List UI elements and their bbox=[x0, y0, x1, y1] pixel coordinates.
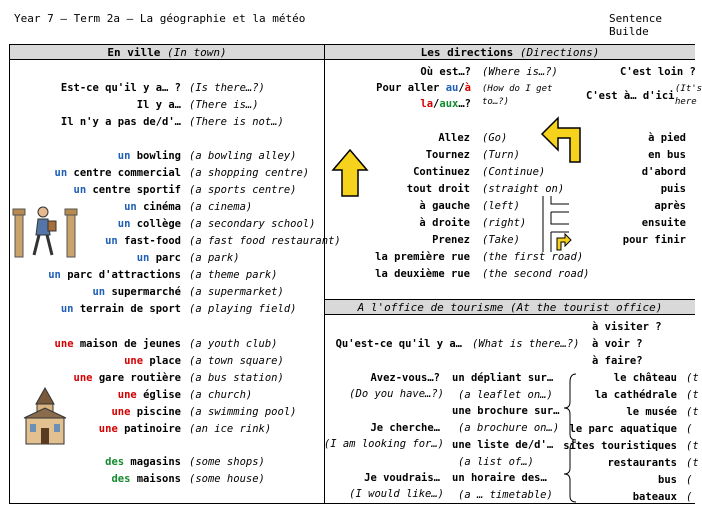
masc-en-2: (a sports centre) bbox=[189, 184, 297, 196]
sequence-word-3: puis bbox=[660, 183, 686, 195]
fem-word-0: maison de jeunes bbox=[79, 338, 181, 350]
tourisme-header bbox=[325, 300, 695, 315]
masc-article-8: un bbox=[92, 286, 106, 298]
fem-article-5: une bbox=[98, 423, 118, 435]
tourisme-title: A l'office de tourisme bbox=[357, 301, 504, 314]
tourisme-place-6: bus bbox=[658, 474, 677, 486]
plural-article-1: des bbox=[111, 473, 131, 485]
page-header-right: Sentence Builde bbox=[609, 12, 662, 38]
masc-fr-0 bbox=[118, 150, 181, 163]
masc-article-5: un bbox=[105, 235, 118, 247]
tourisme-place-3: le parc aquatique bbox=[569, 423, 677, 435]
masc-en-7: (a theme park) bbox=[189, 269, 278, 281]
masc-fr-7 bbox=[48, 269, 181, 282]
intro-word-1: Il y a… bbox=[136, 99, 181, 111]
masc-en-1: (a shopping centre) bbox=[189, 167, 310, 179]
tourisme-item-fr-1: une brochure sur… bbox=[452, 405, 560, 417]
direction-fr-1: Tournez bbox=[425, 149, 470, 161]
tourisme-place-trail-0: (t bbox=[686, 372, 699, 384]
masc-fr-4 bbox=[118, 218, 181, 231]
pour-aller-fr-2: la/aux…? bbox=[420, 98, 471, 110]
masc-en-3: (a cinema) bbox=[189, 201, 253, 213]
fem-fr-0 bbox=[55, 338, 181, 351]
avez-vous-fr: Avez-vous…? bbox=[370, 372, 440, 384]
masc-article-1: un bbox=[54, 167, 68, 179]
masc-fr-1 bbox=[55, 167, 181, 180]
fem-article-4: une bbox=[111, 406, 131, 418]
fem-word-3: église bbox=[143, 389, 181, 401]
direction-fr-5: à droite bbox=[419, 217, 470, 229]
tourisme-item-fr-3: un horaire des… bbox=[452, 472, 547, 484]
direction-en-7: (the first road) bbox=[482, 251, 584, 263]
its-here-1: (It's bbox=[675, 84, 702, 94]
pour-aller-en-1: (How do I get bbox=[482, 84, 553, 94]
tourisme-question-en: (What is there…?) bbox=[472, 338, 580, 350]
fem-en-5: (an ice rink) bbox=[189, 423, 272, 435]
fem-article-3: une bbox=[117, 389, 137, 401]
intro-en-1: (There is…) bbox=[189, 99, 259, 111]
fem-en-4: (a swimming pool) bbox=[189, 406, 297, 418]
masc-article-9: un bbox=[60, 303, 74, 315]
masc-en-5: (a fast food restaurant) bbox=[189, 235, 341, 247]
fem-en-2: (a bus station) bbox=[189, 372, 284, 384]
tourisme-place-trail-1: (t bbox=[686, 389, 699, 401]
fem-fr-4 bbox=[111, 406, 181, 419]
fem-en-0: (a youth club) bbox=[189, 338, 278, 350]
tourisme-option-0: à visiter ? bbox=[592, 321, 662, 333]
direction-en-5: (right) bbox=[482, 217, 527, 229]
arrow-turn-left-icon bbox=[540, 114, 584, 164]
masc-word-8: supermarché bbox=[111, 286, 181, 298]
church-icon bbox=[20, 386, 70, 448]
sequence-word-5: ensuite bbox=[641, 217, 686, 229]
fem-article-0: une bbox=[54, 338, 74, 350]
masc-fr-9 bbox=[61, 303, 181, 316]
sequence-word-1: en bus bbox=[648, 149, 686, 161]
masc-word-0: bowling bbox=[136, 150, 181, 162]
tourisme-braces bbox=[560, 368, 600, 508]
its-here-2: here bbox=[675, 97, 697, 107]
arrow-up-icon bbox=[331, 148, 369, 198]
plural-fr-0 bbox=[105, 456, 181, 469]
direction-fr-7: la première rue bbox=[375, 251, 470, 263]
direction-en-0: (Go) bbox=[482, 132, 508, 144]
tourisme-option-1: à voir ? bbox=[592, 338, 643, 350]
tourisme-place-trail-2: (t bbox=[686, 406, 699, 418]
tourisme-place-4: sites touristiques bbox=[563, 440, 677, 452]
masc-word-5: fast-food bbox=[124, 235, 181, 247]
tourisme-place-2: le musée bbox=[626, 406, 677, 418]
masc-article-7: un bbox=[48, 269, 61, 281]
masc-fr-5 bbox=[105, 235, 181, 248]
sequence-word-4: après bbox=[654, 200, 686, 212]
fem-fr-5 bbox=[99, 423, 181, 436]
je-voudrais-en: (I would like…) bbox=[349, 488, 444, 500]
tourisme-question-fr: Qu'est-ce qu'il y a… bbox=[335, 338, 462, 350]
plural-word-1: maisons bbox=[136, 473, 181, 485]
fem-word-4: piscine bbox=[136, 406, 181, 418]
plural-en-1: (some house) bbox=[189, 473, 265, 485]
masc-word-1: centre commercial bbox=[73, 167, 181, 179]
masc-article-6: un bbox=[136, 252, 150, 264]
masc-en-8: (a supermarket) bbox=[189, 286, 284, 298]
masc-word-4: collège bbox=[136, 218, 181, 230]
fem-article-1: une bbox=[124, 355, 144, 367]
en-ville-header bbox=[10, 45, 324, 60]
masc-fr-2 bbox=[74, 184, 182, 197]
tourisme-item-en-3: (a … timetable) bbox=[458, 489, 553, 501]
person-walking-through-gate-icon bbox=[12, 203, 78, 263]
avez-vous-en: (Do you have…?) bbox=[349, 388, 444, 400]
intro-fr-2 bbox=[61, 116, 181, 129]
fem-en-3: (a church) bbox=[189, 389, 253, 401]
directions-header bbox=[325, 45, 695, 60]
masc-word-6: parc bbox=[155, 252, 181, 264]
junction-map-icon bbox=[535, 194, 575, 254]
pour-aller-fr: Pour aller au/à bbox=[376, 82, 471, 94]
direction-en-4: (left) bbox=[482, 200, 520, 212]
ou-est-en: (Where is…?) bbox=[482, 66, 558, 78]
plural-article-0: des bbox=[105, 456, 125, 468]
en-ville-title-en: (In town) bbox=[167, 46, 227, 59]
fem-en-1: (a town square) bbox=[189, 355, 284, 367]
direction-en-8: (the second road) bbox=[482, 268, 590, 280]
masc-fr-6 bbox=[137, 252, 181, 265]
direction-en-6: (Take) bbox=[482, 234, 520, 246]
direction-fr-2: Continuez bbox=[413, 166, 470, 178]
directions-title-en: (Directions) bbox=[519, 46, 600, 59]
tourisme-place-trail-7: ( bbox=[686, 491, 693, 503]
tourisme-place-trail-6: ( bbox=[686, 474, 693, 486]
masc-article-3: un bbox=[124, 201, 137, 213]
direction-fr-8: la deuxième rue bbox=[375, 268, 470, 280]
plural-en-0: (some shops) bbox=[189, 456, 265, 468]
tourisme-place-trail-4: (t bbox=[686, 440, 699, 452]
plural-fr-1 bbox=[111, 473, 181, 486]
sequence-word-2: d'abord bbox=[641, 166, 686, 178]
direction-fr-6: Prenez bbox=[432, 234, 470, 246]
direction-fr-4: à gauche bbox=[419, 200, 470, 212]
fem-fr-2 bbox=[74, 372, 181, 385]
tourisme-item-en-1: (a brochure on…) bbox=[458, 422, 560, 434]
fem-word-1: place bbox=[149, 355, 181, 367]
tourisme-item-fr-2: une liste de/d'… bbox=[452, 439, 554, 451]
intro-word-0: Est-ce qu'il y a… ? bbox=[60, 82, 181, 94]
intro-word-2: Il n'y a pas de/d'… bbox=[60, 116, 181, 128]
direction-en-3: (straight on) bbox=[482, 183, 565, 195]
sequence-word-0: à pied bbox=[648, 132, 686, 144]
cest-a-dici: C'est à… d'ici bbox=[586, 90, 675, 102]
masc-word-3: cinéma bbox=[143, 201, 181, 213]
masc-fr-3 bbox=[124, 201, 181, 214]
masc-article-0: un bbox=[117, 150, 131, 162]
tourisme-place-trail-3: ( bbox=[686, 423, 693, 435]
masc-word-2: centre sportif bbox=[92, 184, 181, 196]
fem-word-2: gare routière bbox=[98, 372, 181, 384]
je-cherche-fr: Je cherche… bbox=[370, 422, 440, 434]
fem-fr-3 bbox=[118, 389, 181, 402]
masc-word-9: terrain de sport bbox=[79, 303, 181, 315]
intro-en-0: (Is there…?) bbox=[189, 82, 265, 94]
masc-fr-8 bbox=[92, 286, 181, 299]
en-ville-title: En ville bbox=[107, 46, 161, 59]
fem-article-2: une bbox=[73, 372, 93, 384]
je-voudrais-fr: Je voudrais… bbox=[364, 472, 440, 484]
tourisme-place-7: bateaux bbox=[632, 491, 677, 503]
tourisme-title-en: (At the tourist office) bbox=[510, 301, 663, 314]
directions-title: Les directions bbox=[420, 46, 514, 59]
masc-en-9: (a playing field) bbox=[189, 303, 297, 315]
pour-aller-en-2: to…?) bbox=[482, 97, 510, 107]
intro-fr-0 bbox=[61, 82, 181, 95]
sequence-word-6: pour finir bbox=[622, 234, 686, 246]
tourisme-item-fr-0: un dépliant sur… bbox=[452, 372, 554, 384]
intro-fr-1 bbox=[137, 99, 181, 112]
masc-en-0: (a bowling alley) bbox=[189, 150, 297, 162]
direction-en-2: (Continue) bbox=[482, 166, 546, 178]
fem-word-5: patinoire bbox=[124, 423, 181, 435]
ou-est-fr: Où est…? bbox=[420, 66, 471, 78]
tourisme-place-1: la cathédrale bbox=[594, 389, 677, 401]
page-title: Year 7 – Term 2a – La géographie et la météo bbox=[14, 12, 306, 25]
tourisme-place-5: restaurants bbox=[607, 457, 677, 469]
je-cherche-en: (I am looking for…) bbox=[323, 438, 444, 450]
tourisme-item-en-0: (a leaflet on…) bbox=[458, 389, 553, 401]
tourisme-item-en-2: (a list of…) bbox=[458, 456, 534, 468]
tourisme-option-2: à faire? bbox=[592, 355, 643, 367]
masc-en-6: (a park) bbox=[189, 252, 240, 264]
masc-word-7: parc d'attractions bbox=[67, 269, 181, 281]
direction-fr-3: tout droit bbox=[406, 183, 470, 195]
cest-loin: C'est loin ? bbox=[620, 66, 696, 78]
plural-word-0: magasins bbox=[130, 456, 181, 468]
tourisme-place-0: le château bbox=[613, 372, 677, 384]
direction-en-1: (Turn) bbox=[482, 149, 520, 161]
direction-fr-0: Allez bbox=[438, 132, 470, 144]
intro-en-2: (There is not…) bbox=[189, 116, 284, 128]
masc-article-2: un bbox=[73, 184, 87, 196]
masc-en-4: (a secondary school) bbox=[189, 218, 316, 230]
masc-article-4: un bbox=[117, 218, 131, 230]
tourisme-place-trail-5: (t bbox=[686, 457, 699, 469]
fem-fr-1 bbox=[124, 355, 181, 368]
